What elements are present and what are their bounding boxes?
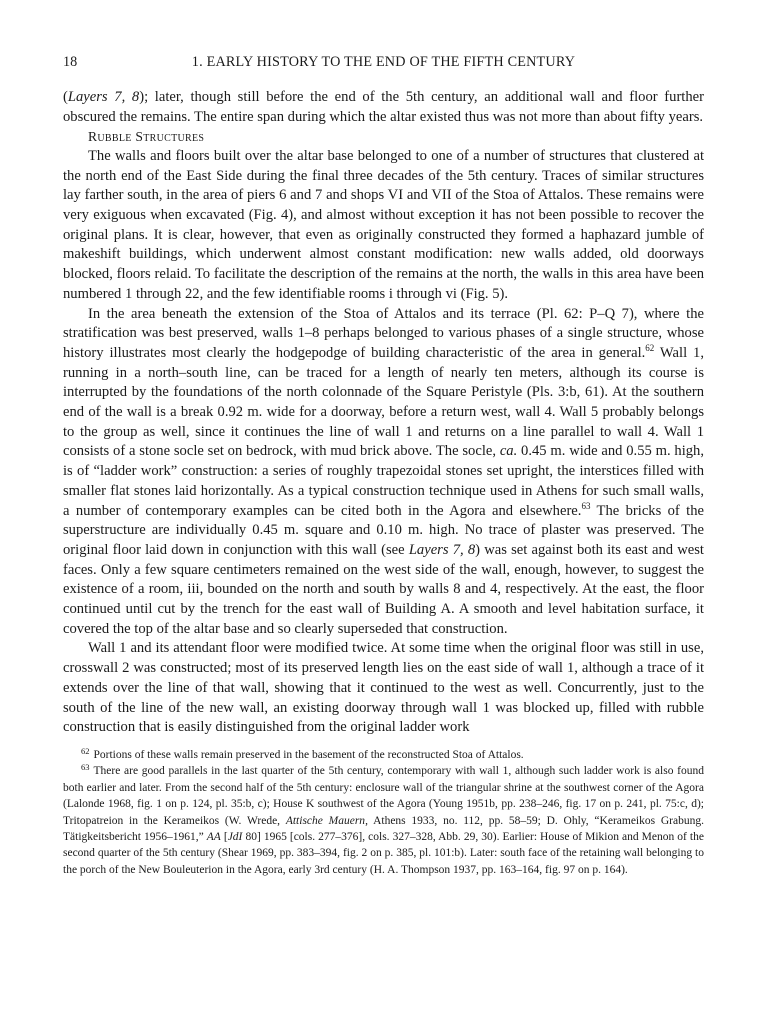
section-heading: Rubble Structures (88, 129, 205, 145)
text-run: Wall 1, running in a north–south line, can be traced for a length of nearly ten meters, although its course is interrupted by the foundations of the north colonnade of the Square Peristyle (Pls. 3:b, 61). At the southern end of the wall is a break 0.92 m. wide for a doorway, before a return west, wall 4. Wall 5 probably belongs to the group as well, since it continues the line of wall 1 and returns on a line parallel to wall 4. Wall 1 consists of a stone socle set on bedrock, with mud brick above. The socle, (63, 344, 704, 460)
paragraph-walls-1-8 (63, 305, 704, 640)
text-run: 0.45 m. wide and 0.55 m. high, is of “ladder work” construction: a series of roughly trapezoidal stones set upright, the interstices filled with smaller flat stones laid horizontally. As a typical construction technique used in Athens for such small walls, a number of contemporary examples can be cited both in the Agora and elsewhere. (63, 443, 704, 519)
text-run: ) was set against both its east and west faces. Only a few square centimeters remained on the west side of the wall, enough, however, to suggest the existence of a room, iii, bounded on the north and south by walls 8 and 4, respectively. At the east, the floor continued until cut by the trench for the east wall of Building A. A smooth and level habitation surface, it covered the top of the altar base and so clearly superseded that construction. (63, 541, 704, 637)
journal-abbrev: AA (206, 831, 221, 844)
text-run: ( (63, 89, 68, 105)
text-run: ); later, though still before the end of the 5th century, an additional wall and floor further obscured the remains. The entire span during which the altar existed thus was not more than about fifty years. (63, 89, 704, 125)
footnote-text: 80] 1965 [cols. 277–376], cols. 327–328, Abb. 29, 30). Earlier: House of Mikion and Menon of the second quarter of the 5th century (Shear 1969, pp. 383–394, fig. 2 on p. 385, pl. 101:b). Later: south face of the retaining wall belonging to the porch of the New Bouleuterion in the Agora, early 3rd century (H. A. Thompson 1937, pp. 163–164, fig. 97 on p. 164). (63, 831, 704, 876)
layers-ref: Layers 7, 8 (67, 89, 140, 105)
text-run: Wall 1 and its attendant floor were modified twice. At some time when the original floor was still in use, crosswall 2 was constructed; most of its preserved length lies on the east side of wall 1, although a trace of it extends over the line of that wall, showing that it continued to the west as well. Concurrently, just to the south of the line of the new wall, an existing doorway through wall 1 was blocked up, filled with rubble construction that is easily distinguished from the original ladder work (63, 640, 704, 736)
running-head: 1. EARLY HISTORY TO THE END OF THE FIFTH CENTURY (191, 54, 576, 70)
document-page (63, 52, 704, 878)
journal-abbrev: JdI (227, 831, 243, 844)
footnote-text: , Athens 1933, no. 112, pp. 58–59; D. Ohly, “Kerameikos Grabung. Tätigkeitsbericht 1956–1961,” (63, 814, 704, 844)
layers-ref: Layers 7, 8 (408, 541, 476, 558)
paragraph-modifications (63, 639, 704, 738)
text-run: The walls and floors built over the altar base belonged to one of a number of structures that clustered at the north end of the East Side during the final three decades of the 5th century. Traces of similar structures lay farther south, in the area of piers 6 and 7 and shops VI and VII of the Stoa of Attalos. These remains were very exiguous when excavated (Fig. 4), and almost without exception it has not been possible to recover the original plans. It is clear, however, that even as originally constructed they formed a haphazard jumble of makeshift buildings, which underwent almost constant modification: new walls added, old doorways blocked, floors relaid. To facilitate the description of the remains at the north, the walls in this area have been numbered 1 through 22, and the few identifiable rooms i through vi (Fig. 5). (63, 147, 704, 302)
footnote-text: There are good parallels in the last quarter of the 5th century, contemporary with wall 1, although such ladder work is also found both earlier and later. From the second half of the 5th century: enclosure wall of the triangular shrine at the southwest corner of the Agora (Lalonde 1968, fig. 1 on p. 124, pl. 35:b, c); House K southwest of the Agora (Young 1951b, pp. 238–246, fig. 17 on p. 241, pl. 75:c, d); Tritopatreion in the Kerameikos (W. Wrede, (63, 765, 704, 827)
footnote-text: Portions of these walls remain preserved in the basement of the reconstructed Stoa of Attalos. (93, 749, 524, 761)
footnote-63 (63, 763, 704, 878)
footnote-ref-62[interactable]: 62 (645, 342, 655, 353)
footnote-number: 62 (81, 746, 90, 756)
book-title: Attische Mauern (285, 814, 366, 827)
footnote-number: 63 (81, 762, 90, 773)
footnotes (63, 747, 704, 878)
footnote-62 (63, 747, 704, 763)
footnote-text: [ (220, 831, 228, 844)
paragraph-rubble-intro (63, 147, 704, 305)
page-number: 18 (63, 54, 78, 70)
paragraph-continuation (63, 88, 704, 127)
footnote-ref-63[interactable]: 63 (581, 500, 591, 511)
body-text (63, 88, 704, 738)
circa-abbrev: ca. (499, 443, 518, 460)
text-run: The bricks of the superstructure are individually 0.45 m. square and 0.10 m. high. No trace of plaster was preserved. The original floor laid down in conjunction with this wall (see (63, 502, 704, 558)
text-run: In the area beneath the extension of the Stoa of Attalos and its terrace (Pl. 62: P–Q 7), where the stratification was best preserved, walls 1–8 perhaps belonged to various phases of a single structure, whose history illustrates most clearly the hodgepodge of building characteristic of the area in general. (63, 305, 704, 361)
page-header (63, 52, 704, 72)
